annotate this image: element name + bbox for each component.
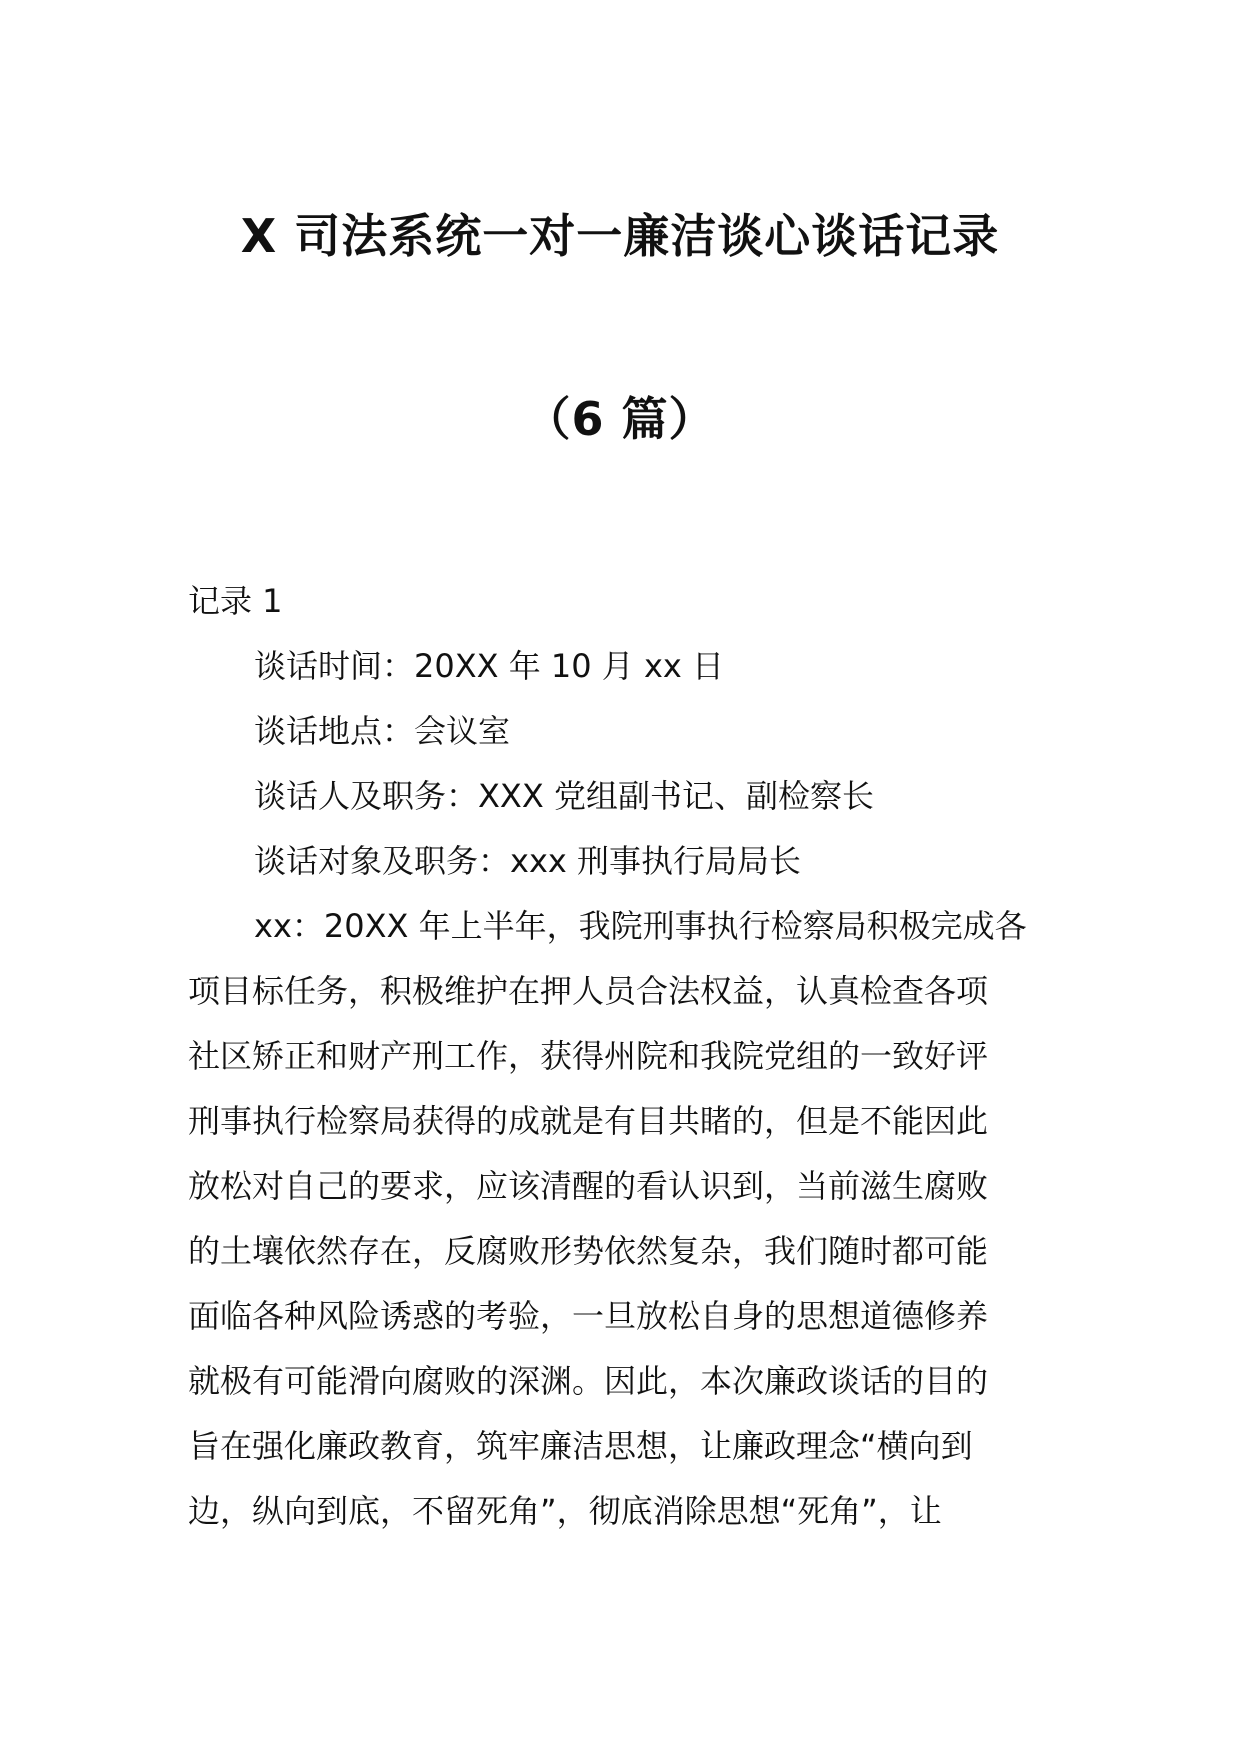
- body-line: 面临各种风险诱惑的考验，一旦放松自身的思想道德修养: [188, 1297, 989, 1335]
- body-line: 旨在强化廉政教育，筑牢廉洁思想，让廉政理念“横向到: [188, 1427, 973, 1465]
- body-line: xx：20XX 年上半年，我院刑事执行检察局积极完成各: [254, 907, 1027, 945]
- document-subtitle: （6 篇）: [524, 392, 716, 446]
- body-line: 的土壤依然存在，反腐败形势依然复杂，我们随时都可能: [188, 1232, 989, 1270]
- record-heading: 记录 1: [188, 582, 283, 620]
- target-info: 谈话对象及职务：xxx 刑事执行局局长: [254, 842, 801, 880]
- body-line: 边，纵向到底，不留死角”，彻底消除思想“死角”，让: [188, 1492, 942, 1530]
- document-title: X 司法系统一对一廉洁谈心谈话记录: [240, 209, 1000, 263]
- body-line: 项目标任务，积极维护在押人员合法权益，认真检查各项: [188, 972, 989, 1010]
- body-text: [188, 904, 1054, 1554]
- meeting-info: [254, 644, 1074, 904]
- body-line: 就极有可能滑向腐败的深渊。因此，本次廉政谈话的目的: [188, 1362, 989, 1400]
- meeting-time: 谈话时间：20XX 年 10 月 xx 日: [254, 647, 725, 685]
- speaker-info: 谈话人及职务：XXX 党组副书记、副检察长: [254, 777, 874, 815]
- meeting-location: 谈话地点：会议室: [254, 712, 511, 750]
- body-line: 刑事执行检察局获得的成就是有目共睹的，但是不能因此: [188, 1102, 989, 1140]
- body-line: 放松对自己的要求，应该清醒的看认识到，当前滋生腐败: [188, 1167, 989, 1205]
- body-line: 社区矫正和财产刑工作，获得州院和我院党组的一致好评: [188, 1037, 989, 1075]
